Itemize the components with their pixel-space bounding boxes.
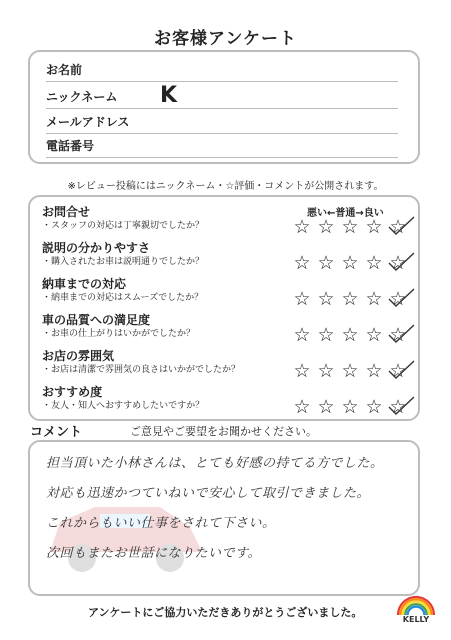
star-icon[interactable]: ☆ — [293, 396, 311, 418]
question-subtitle: ・お店は清潔で雰囲気の良さはいかがでしたか？ — [42, 365, 241, 375]
star-icon[interactable]: ☆ — [293, 252, 311, 274]
selected-rating-mark — [386, 395, 416, 417]
star-icon[interactable]: ☆ — [365, 396, 383, 418]
star-icon[interactable]: ☆ — [341, 360, 359, 382]
comment-line-1: 担当頂いた小林さんは、とても好感の持てる方でした。 — [46, 456, 384, 471]
star-icon[interactable]: ☆ — [389, 216, 407, 238]
phone-field[interactable] — [46, 134, 398, 158]
star-icon[interactable]: ☆ — [293, 324, 311, 346]
selected-rating-mark — [386, 251, 416, 273]
selected-rating-mark — [386, 215, 416, 237]
star-icon[interactable]: ☆ — [341, 396, 359, 418]
star-icon[interactable]: ☆ — [365, 288, 383, 310]
question-row — [42, 385, 302, 421]
phone-label: 電話番号 — [46, 139, 95, 153]
comment-line-3: これからもいい仕事をされて下さい。 — [46, 516, 276, 531]
star-icon[interactable]: ☆ — [341, 288, 359, 310]
star-icon[interactable]: ☆ — [317, 216, 335, 238]
star-icon[interactable]: ☆ — [341, 216, 359, 238]
star-icon[interactable]: ☆ — [317, 288, 335, 310]
publication-notice: ※レビュー投稿にはニックネーム・☆評価・コメントが公開されます。 — [67, 181, 384, 192]
star-icon[interactable]: ☆ — [341, 252, 359, 274]
star-icon[interactable]: ☆ — [389, 396, 407, 418]
star-icon[interactable]: ☆ — [293, 288, 311, 310]
question-title: 納車までの対応 — [42, 277, 127, 291]
question-row — [42, 277, 302, 313]
star-icon[interactable]: ☆ — [389, 324, 407, 346]
selected-rating-mark — [386, 359, 416, 381]
star-rating[interactable] — [292, 253, 412, 275]
question-row — [42, 241, 302, 277]
name-field[interactable] — [46, 58, 398, 82]
star-icon[interactable]: ☆ — [317, 360, 335, 382]
question-row — [42, 349, 302, 385]
question-title: お問合せ — [42, 205, 91, 219]
question-subtitle: ・お車の仕上がりはいかがでしたか？ — [42, 329, 196, 339]
email-field[interactable] — [46, 110, 398, 134]
thank-you-footer: アンケートにご協力いただきありがとうございました。 — [88, 606, 363, 619]
nickname-field[interactable] — [46, 85, 398, 109]
rainbow-logo-icon — [396, 596, 436, 616]
selected-rating-mark — [386, 323, 416, 345]
question-subtitle: ・納車までの対応はスムーズでしたか？ — [42, 293, 204, 303]
star-icon[interactable]: ☆ — [317, 396, 335, 418]
star-icon[interactable]: ☆ — [389, 288, 407, 310]
rainbow-arc — [408, 607, 425, 615]
star-icon[interactable]: ☆ — [317, 252, 335, 274]
star-rating[interactable] — [292, 397, 412, 419]
question-subtitle: ・購入されたお車は説明通りでしたか？ — [42, 257, 205, 267]
question-title: おすすめ度 — [42, 385, 103, 399]
star-icon[interactable]: ☆ — [341, 324, 359, 346]
comment-line-4: 次回もまたお世話になりたいです。 — [46, 546, 261, 561]
star-rating[interactable] — [292, 325, 412, 347]
comment-label: コメント — [30, 425, 83, 440]
star-rating[interactable] — [292, 361, 412, 383]
question-row — [42, 205, 302, 241]
email-label: メールアドレス — [46, 115, 130, 129]
kelly-logo-text: KELLY — [402, 615, 430, 624]
star-rating[interactable] — [292, 217, 412, 239]
star-icon[interactable]: ☆ — [365, 252, 383, 274]
star-icon[interactable]: ☆ — [365, 216, 383, 238]
star-rating[interactable] — [292, 289, 412, 311]
star-icon[interactable]: ☆ — [293, 216, 311, 238]
star-icon[interactable]: ☆ — [389, 360, 407, 382]
comment-line-2: 対応も迅速かつていねいで安心して取引できました。 — [46, 486, 371, 501]
star-icon[interactable]: ☆ — [293, 360, 311, 382]
question-title: お店の雰囲気 — [42, 349, 115, 363]
question-subtitle: ・スタッフの対応は丁寧親切でしたか？ — [42, 221, 205, 231]
star-icon[interactable]: ☆ — [365, 324, 383, 346]
nickname-label: ニックネーム — [46, 90, 118, 104]
question-row — [42, 313, 302, 349]
name-label: お名前 — [46, 63, 83, 77]
comment-hint: ご意見やご要望をお聞かせください。 — [130, 425, 317, 438]
question-title: 車の品質への満足度 — [42, 313, 151, 327]
nickname-value: K — [160, 83, 178, 108]
question-subtitle: ・友人・知人へおすすめしたいですか？ — [42, 401, 205, 411]
selected-rating-mark — [386, 287, 416, 309]
survey-title: お客様アンケート — [154, 29, 297, 49]
star-icon[interactable]: ☆ — [389, 252, 407, 274]
rating-box — [28, 195, 420, 421]
rating-scale-label: 悪い←普通→良い — [307, 208, 384, 219]
customer-info-box — [28, 50, 420, 164]
comment-box[interactable] — [28, 440, 420, 596]
question-title: 説明の分かりやすさ — [42, 241, 151, 255]
kelly-logo — [396, 596, 436, 626]
star-icon[interactable]: ☆ — [317, 324, 335, 346]
star-icon[interactable]: ☆ — [365, 360, 383, 382]
